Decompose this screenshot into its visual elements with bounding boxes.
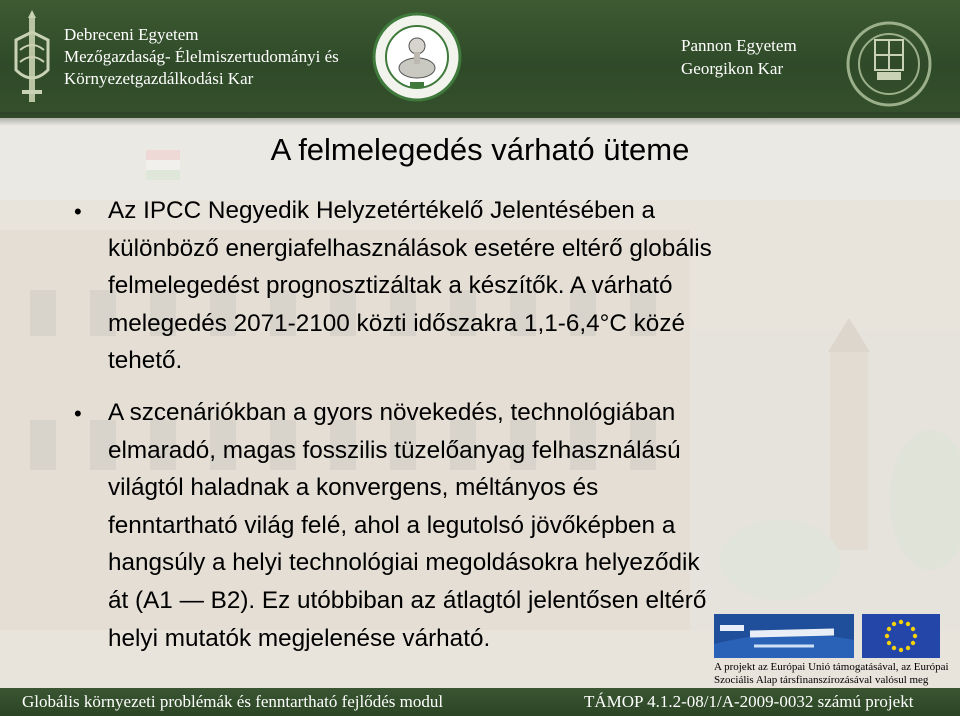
eu-flag-icon xyxy=(862,614,940,658)
institution-line: Mezőgazdaság- Élelmiszertudományi és xyxy=(64,47,339,66)
bullet-marker: • xyxy=(74,400,82,426)
bullet-marker: • xyxy=(74,199,82,224)
sponsor-line: Szociális Alap társfinanszírozásával valósul meg xyxy=(714,673,929,686)
pannon-university-crest-icon xyxy=(846,18,932,108)
uj-magyarorszag-fejlesztesi-terv-logo-icon xyxy=(714,614,854,658)
slide-title: A felmelegedés várható üteme xyxy=(270,132,690,167)
sponsor-line: A projekt az Európai Unió támogatásával, az Európai xyxy=(714,661,949,673)
debrecen-university-crest-icon xyxy=(8,10,56,108)
footer-module-name: Globális környezeti problémák és fenntartható fejlődés modul xyxy=(22,692,444,711)
sponsor-box xyxy=(714,614,949,686)
institution-line: Georgikon Kar xyxy=(681,59,784,78)
header-band xyxy=(0,0,960,118)
footer-project-id: TÁMOP 4.1.2-08/1/A-2009-0032 számú projekt xyxy=(584,692,914,711)
bullet-text: Az IPCC Negyedik Helyzetértékelő Jelentésében a különböző energiafelhasználások esetére eltérő globális felmelegedést prognosztizáltak a készítők. A várható melegedés 2071-2100 közti időszakra 1,1-6,4°C közé tehető. xyxy=(108,197,712,375)
bullet-item xyxy=(66,192,886,380)
sponsor-text xyxy=(714,661,949,686)
bullet-list xyxy=(66,192,886,657)
pannon-institution-name xyxy=(681,34,797,80)
footer-band xyxy=(0,688,960,716)
debrecen-institution-name xyxy=(64,24,339,90)
header-shadow xyxy=(0,112,960,126)
institution-line: Pannon Egyetem xyxy=(681,36,797,55)
institution-line: Környezetgazdálkodási Kar xyxy=(64,69,254,88)
agricultural-faculty-seal-icon xyxy=(372,12,462,102)
bullet-text: A szcenáriókban a gyors növekedés, technológiában elmaradó, magas fosszilis tüzelőanyag felhasználású világtól haladnak a konvergens, méltányos és fenntartható világ felé, ahol a legutolsó jövőképben a hangsúly a helyi technológiai megoldásokra helyeződik át (A1 — B2). Ez utóbbiban az átlagtól jelentősen eltérő helyi mutatók megjelenése várható. xyxy=(108,398,707,652)
institution-line: Debreceni Egyetem xyxy=(64,25,199,44)
